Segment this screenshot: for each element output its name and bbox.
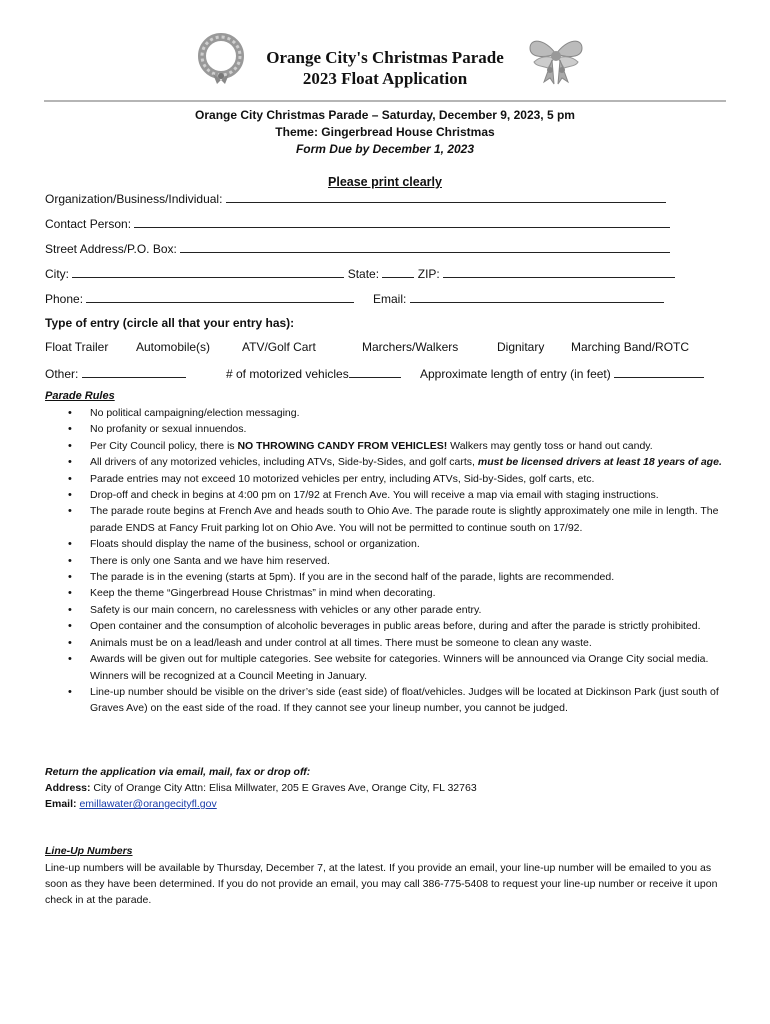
- list-item: [45, 438, 731, 454]
- header: [0, 28, 770, 98]
- list-item: • Keep the theme “Gingerbread House Christmas” in mind when decorating.: [45, 585, 731, 601]
- return-email: [45, 798, 217, 810]
- print-note: Please print clearly: [328, 175, 442, 189]
- list-item: • Safety is our main concern, no carelessness with vehicles or any other parade entry.: [45, 602, 731, 618]
- zip-label: ZIP:: [417, 267, 440, 281]
- title-line-2: 2023 Float Application: [302, 69, 468, 88]
- rule-text: Walkers may gently toss or hand out candy.: [447, 439, 653, 452]
- email-label-bold: Email:: [45, 798, 77, 810]
- list-item: • The parade route begins at French Ave and heads south to Ohio Ave. The parade route is slightly approximately one mile in length. The parade ENDS at Fancy Fruit parking lot on Ohio Ave. You will not be permitted to continue south on 17/92.: [45, 503, 731, 536]
- list-item: • Drop-off and check in begins at 4:00 pm on 17/92 at French Ave. You will receive a map via email with staging instructions.: [45, 487, 731, 503]
- motorized-row: [226, 365, 401, 381]
- phone-field[interactable]: [86, 290, 354, 303]
- list-item: • Parade entries may not exceed 10 motorized vehicles per entry, including ATVs, Sid-by-Sides, golf carts, etc.: [45, 471, 731, 487]
- lineup-heading: Line-Up Numbers: [45, 845, 133, 857]
- organization-label: Organization/Business/Individual:: [45, 192, 223, 206]
- rule-text: Per City Council policy, there is: [90, 439, 238, 452]
- list-item: • Floats should display the name of the business, school or organization.: [45, 536, 731, 552]
- email-label: Email:: [373, 292, 407, 306]
- list-item: • No political campaigning/election messaging.: [45, 405, 731, 421]
- address-value: City of Orange City Attn: Elisa Millwater, 205 E Graves Ave, Orange City, FL 32763: [90, 782, 477, 794]
- address-field[interactable]: [180, 240, 670, 253]
- rule-bold-text: must be licensed drivers at least 18 years of age.: [477, 456, 722, 469]
- entry-option-band[interactable]: Marching Band/ROTC: [571, 340, 690, 354]
- city-field[interactable]: [72, 265, 344, 278]
- theme-line: Theme: Gingerbread House Christmas: [275, 125, 495, 139]
- email-row: [373, 290, 664, 306]
- length-label: Approximate length of entry (in feet): [420, 367, 611, 381]
- entry-option-dignitary[interactable]: Dignitary: [497, 340, 545, 354]
- parade-rules-heading: Parade Rules: [45, 390, 115, 402]
- address-label: Street Address/P.O. Box:: [45, 242, 177, 256]
- address-label-bold: Address:: [45, 782, 91, 794]
- list-item: • Line-up number should be visible on the driver’s side (east side) of float/vehicles. Judges will be located at Dickinson Park (just south of Graves Ave) on the east side of the road. If they cannot see your lineup number, you cannot be judged.: [45, 684, 731, 717]
- organization-row: [45, 190, 666, 206]
- other-field[interactable]: [82, 365, 186, 378]
- due-date-line: Form Due by December 1, 2023: [295, 142, 475, 156]
- list-item: • Awards will be given out for multiple categories. See website for categories. Winners will be announced via Orange City social media. Winners will be recognized at a Council Meeting in January.: [45, 651, 731, 684]
- list-item: • No profanity or sexual innuendos.: [45, 421, 731, 437]
- event-line: Orange City Christmas Parade – Saturday, December 9, 2023, 5 pm: [195, 108, 575, 122]
- entry-type-heading: Type of entry (circle all that your entry has):: [45, 316, 295, 330]
- email-field[interactable]: [410, 290, 664, 303]
- address-row: [45, 240, 670, 256]
- phone-row: [45, 290, 354, 306]
- title-line-1: Orange City's Christmas Parade: [266, 48, 504, 67]
- return-heading: Return the application via email, mail, fax or drop off:: [45, 766, 311, 778]
- header-divider: [44, 100, 726, 102]
- list-item: • Open container and the consumption of alcoholic beverages in public areas before, during and after the parade is strictly prohibited.: [45, 618, 731, 634]
- city-label: City:: [45, 267, 69, 281]
- organization-field[interactable]: [226, 190, 666, 203]
- list-item: [45, 454, 731, 470]
- length-field[interactable]: [614, 365, 704, 378]
- state-field[interactable]: [382, 265, 414, 278]
- bow-icon: [526, 32, 586, 86]
- contact-field[interactable]: [134, 215, 670, 228]
- motorized-field[interactable]: [349, 365, 401, 378]
- list-item: • The parade is in the evening (starts at 5pm). If you are in the second half of the parade, lights are recommended.: [45, 569, 731, 585]
- entry-option-atv[interactable]: ATV/Golf Cart: [242, 340, 316, 354]
- phone-label: Phone:: [45, 292, 84, 306]
- other-label: Other:: [45, 367, 79, 381]
- email-link[interactable]: emillawater@orangecityfl.gov: [79, 798, 217, 810]
- list-item: • Animals must be on a lead/leash and under control at all times. There must be someone to clean any waste.: [45, 635, 731, 651]
- entry-option-float[interactable]: Float Trailer: [45, 340, 109, 354]
- entry-option-automobile[interactable]: Automobile(s): [136, 340, 211, 354]
- other-row: [45, 365, 186, 381]
- city-row: [45, 265, 675, 281]
- contact-row: [45, 215, 670, 231]
- entry-option-marchers[interactable]: Marchers/Walkers: [362, 340, 459, 354]
- return-address: [45, 782, 477, 794]
- parade-rules-list: [45, 405, 731, 717]
- list-item: • There is only one Santa and we have him reserved.: [45, 553, 731, 569]
- length-row: [420, 365, 704, 381]
- motorized-label: # of motorized vehicles: [226, 367, 349, 381]
- lineup-text: Line-up numbers will be available by Thursday, December 7, at the latest. If you provide an email, your line-up number will be emailed to you as soon as they have been determined. If you do not provide an email, you may call 386-775-5408 to request your line-up number or receive it upon check in at the parade.: [45, 862, 718, 906]
- rule-text: All drivers of any motorized vehicles, including ATVs, Side-by-Sides, and golf carts,: [90, 456, 478, 469]
- rule-bold-text: NO THROWING CANDY FROM VEHICLES!: [237, 439, 448, 452]
- state-label: State:: [347, 267, 380, 281]
- contact-label: Contact Person:: [45, 217, 132, 231]
- zip-field[interactable]: [443, 265, 675, 278]
